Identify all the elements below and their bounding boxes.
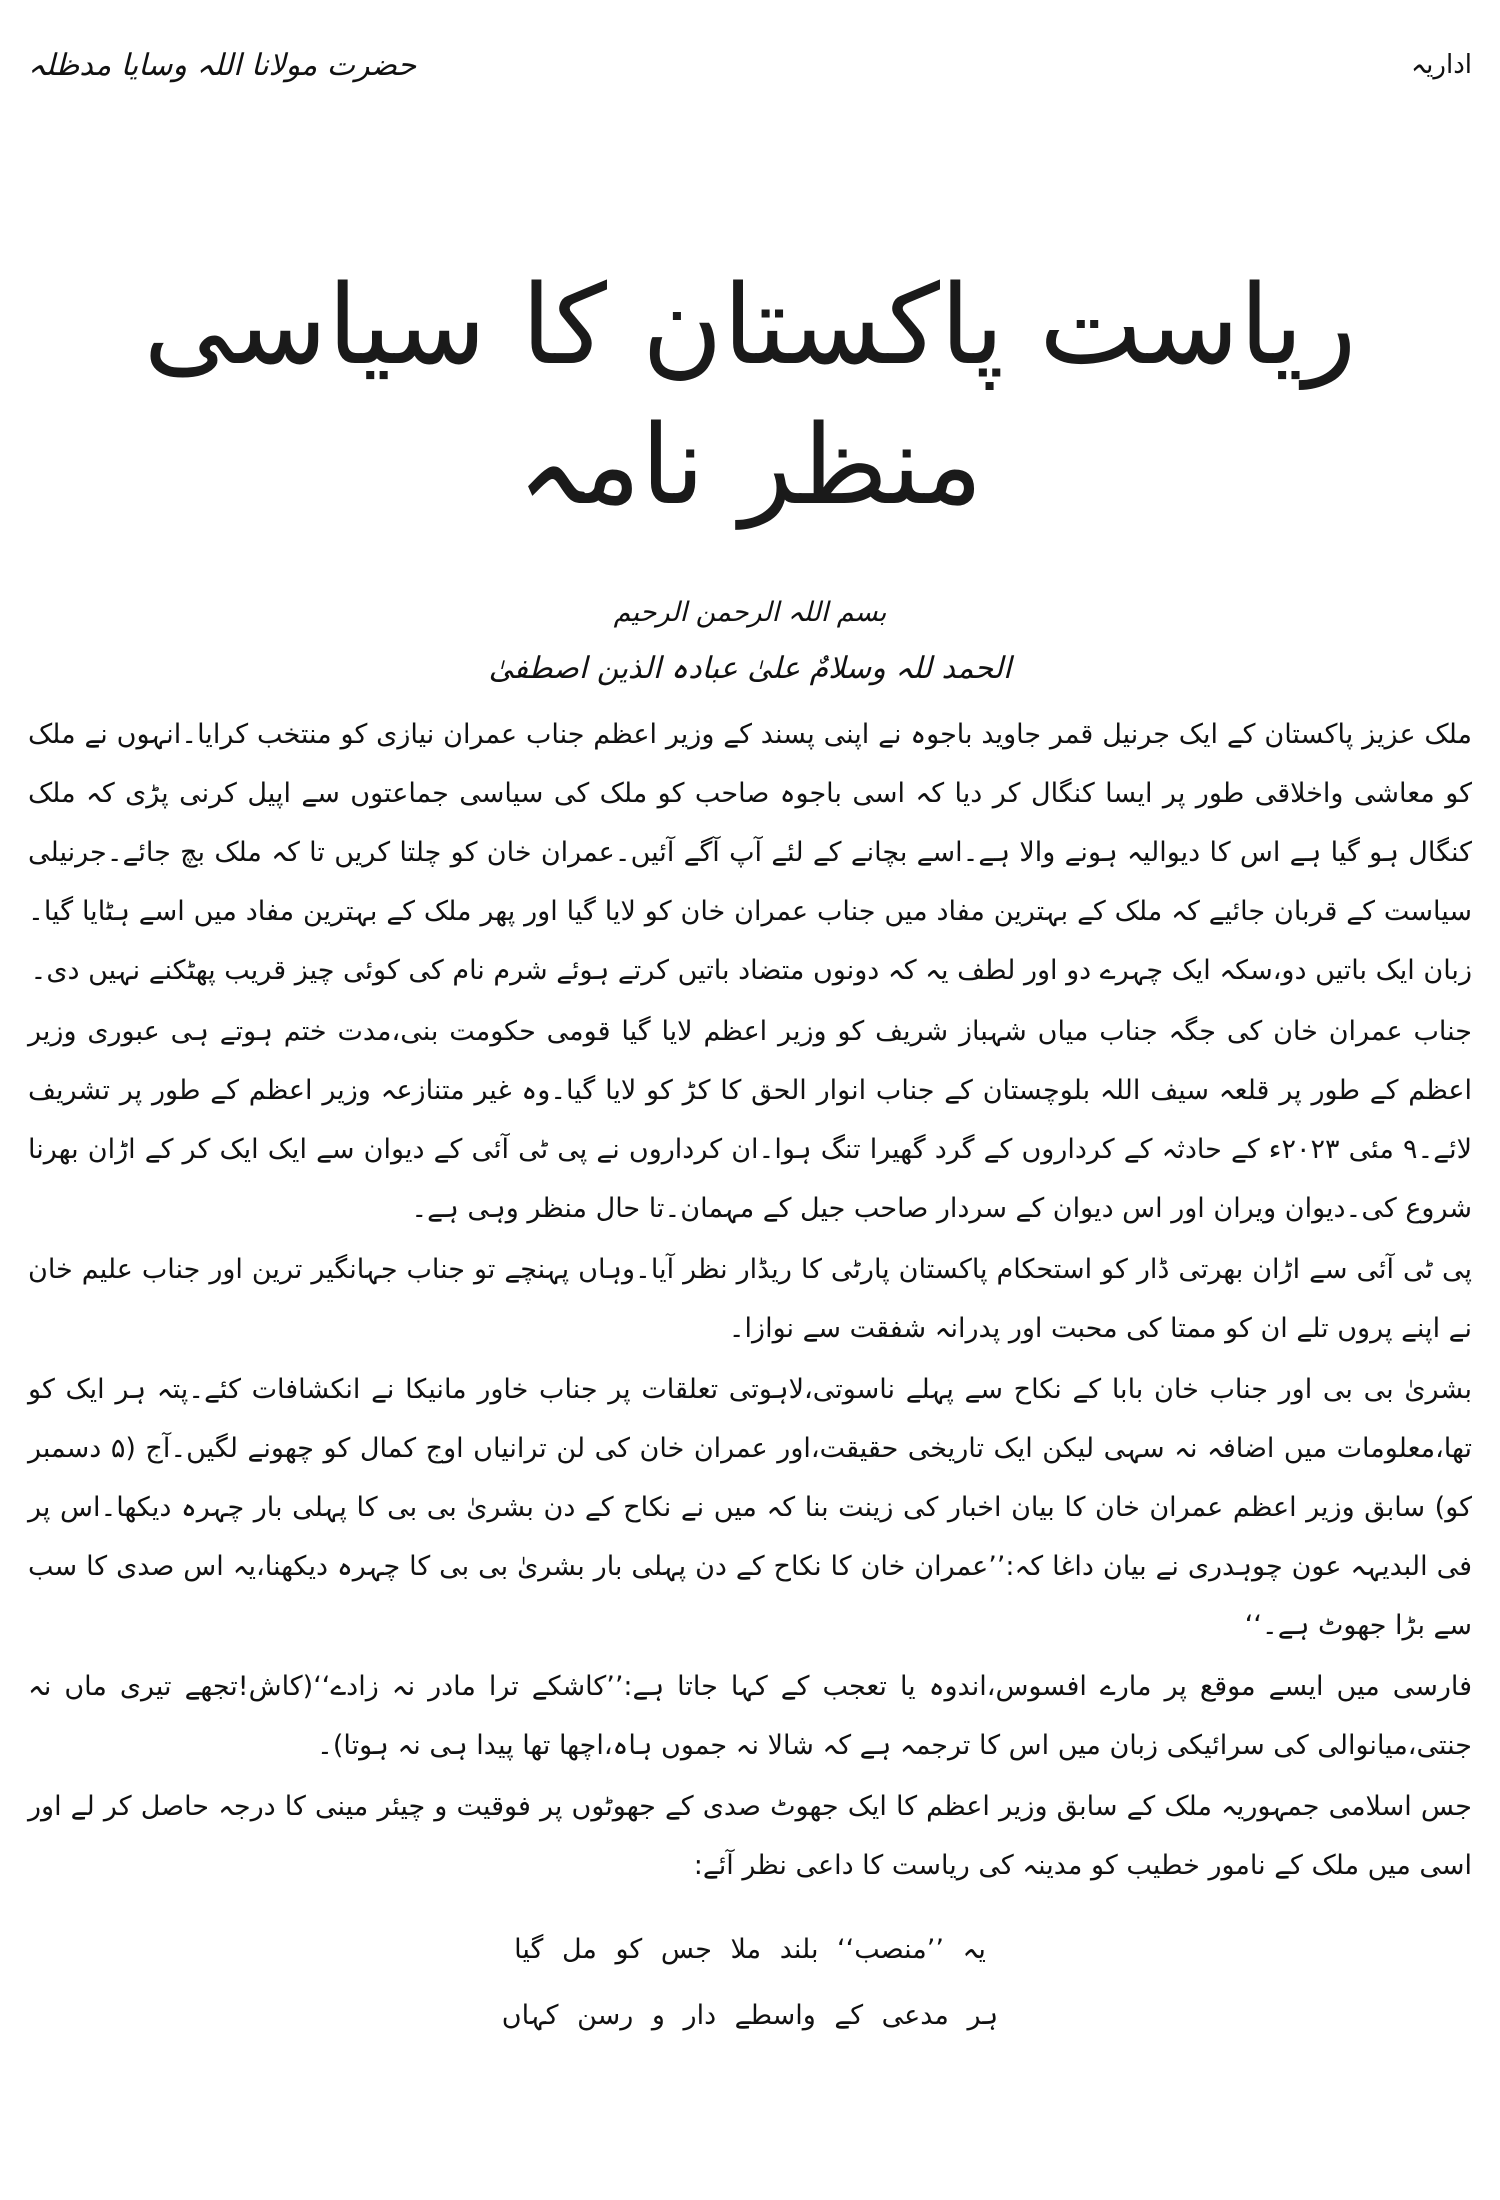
paragraph: جناب عمران خان کی جگہ جناب میاں شہباز شریف کو وزیر اعظم لایا گیا قومی حکومت بنی،مدت ختم ہوتے ہی عبوری وزیر اعظم کے طور پر قلعہ سیف اللہ بلوچستان کے جناب انوار الحق کا کڑ کو لایا گیا۔وہ غیر متنازعہ وزیر اعظم کے طور پر تشریف لائے۔۹ مئی ۲۰۲۳ء کے حادثہ کے کرداروں کے گرد گھیرا تنگ ہوا۔ان کرداروں نے پی ٹی آئی کے دیوان سے ایک ایک کر کے اڑان بھرنا شروع کی۔دیوان ویران اور اس دیوان کے سردار صاحب جیل کے مہمان۔تا حال منظر وہی ہے۔ [28,1016,1473,1224]
paragraph: ملک عزیز پاکستان کے ایک جرنیل قمر جاوید باجوہ نے اپنی پسند کے وزیر اعظم جناب عمران نیازی کو منتخب کرایا۔انہوں نے ملک کو معاشی واخلاقی طور پر ایسا کنگال کر دیا کہ اسی باجوہ صاحب کو ملک کی سیاسی جماعتوں سے اپیل کرنی پڑی کہ ملک کنگال ہو گیا ہے اس کا دیوالیہ ہونے والا ہے۔اسے بچانے کے لئے آپ آگے آئیں۔عمران خان کو چلتا کریں تا کہ ملک بچ جائے۔جرنیلی سیاست کے قربان جائیے کہ ملک کے بہترین مفاد میں جناب عمران خان کو لایا گیا اور پھر ملک کے بہترین مفاد میں اسے ہٹایا گیا۔زبان ایک باتیں دو،سکہ ایک چہرے دو اور لطف یہ کہ دونوں متضاد باتیں کرتے ہوئے شرم نام کی کوئی چیز قریب پھٹکنے نہیں دی۔ [28,719,1472,986]
author-name: حضرت مولانا اللہ وسایا مدظلہ [28,47,417,83]
page-header [28,40,1472,90]
paragraph: جس اسلامی جمہوریہ ملک کے سابق وزیر اعظم کا ایک جھوٹ صدی کے جھوٹوں پر فوقیت و چیئر مینی کا درجہ حاصل کر لے اور اسی میں ملک کے نامور خطیب کو مدینہ کی ریاست کا داعی نظر آئے: [28,1791,1472,1881]
verse-line: ہر مدعی کے واسطے دار و رسن کہاں [501,2000,999,2031]
verse-line: یہ ’’منصب‘‘ بلند ملا جس کو مل گیا [514,1934,986,1965]
hamd-line: الحمد للہ وسلامٌ علیٰ عبادہ الذین اصطفیٰ [488,651,1012,686]
article-title: ریاست پاکستان کا سیاسی منظر نامہ [143,261,1357,529]
verse-couplet [28,1917,1472,2049]
article-body [28,705,1472,1895]
paragraph: فارسی میں ایسے موقع پر مارے افسوس،اندوہ یا تعجب کے کہا جاتا ہے:’’کاشکے ترا مادر نہ زادے‘‘(کاش!تجھے تیری ماں نہ جنتی،میانوالی کی سرائیکی زبان میں اس کا ترجمہ ہے کہ شالا نہ جموں ہاہ،اچھا تھا پیدا ہی نہ ہوتا)۔ [28,1671,1472,1761]
paragraph: بشریٰ بی بی اور جناب خان بابا کے نکاح سے پہلے ناسوتی،لاہوتی تعلقات پر جناب خاور مانیکا نے انکشافات کئے۔پتہ ہر ایک کو تھا،معلومات میں اضافہ نہ سہی لیکن ایک تاریخی حقیقت،اور عمران خان کی لن ترانیاں اوج کمال کو چھونے لگیں۔آج (۵ دسمبر کو) سابق وزیر اعظم عمران خان کا بیان اخبار کی زینت بنا کہ میں نے نکاح کے دن بشریٰ بی بی کا پہلی بار چہرہ دیکھا۔اس پر فی البدیہہ عون چوہدری نے بیان داغا کہ:’’عمران خان کا نکاح کے دن پہلی بار بشریٰ بی بی کا چہرہ دیکھنا،یہ اس صدی کا سب سے بڑا جھوٹ ہے۔‘‘ [28,1374,1472,1641]
paragraph: پی ٹی آئی سے اڑان بھرتی ڈار کو استحکام پاکستان پارٹی کا ریڈار نظر آیا۔وہاں پہنچے تو جناب جہانگیر ترین اور جناب علیم خان نے اپنے پروں تلے ان کو ممتا کی محبت اور پدرانہ شفقت سے نوازا۔ [28,1254,1472,1344]
basmala: بسم اللہ الرحمن الرحیم [613,597,887,628]
section-label: اداریہ [1410,50,1472,80]
